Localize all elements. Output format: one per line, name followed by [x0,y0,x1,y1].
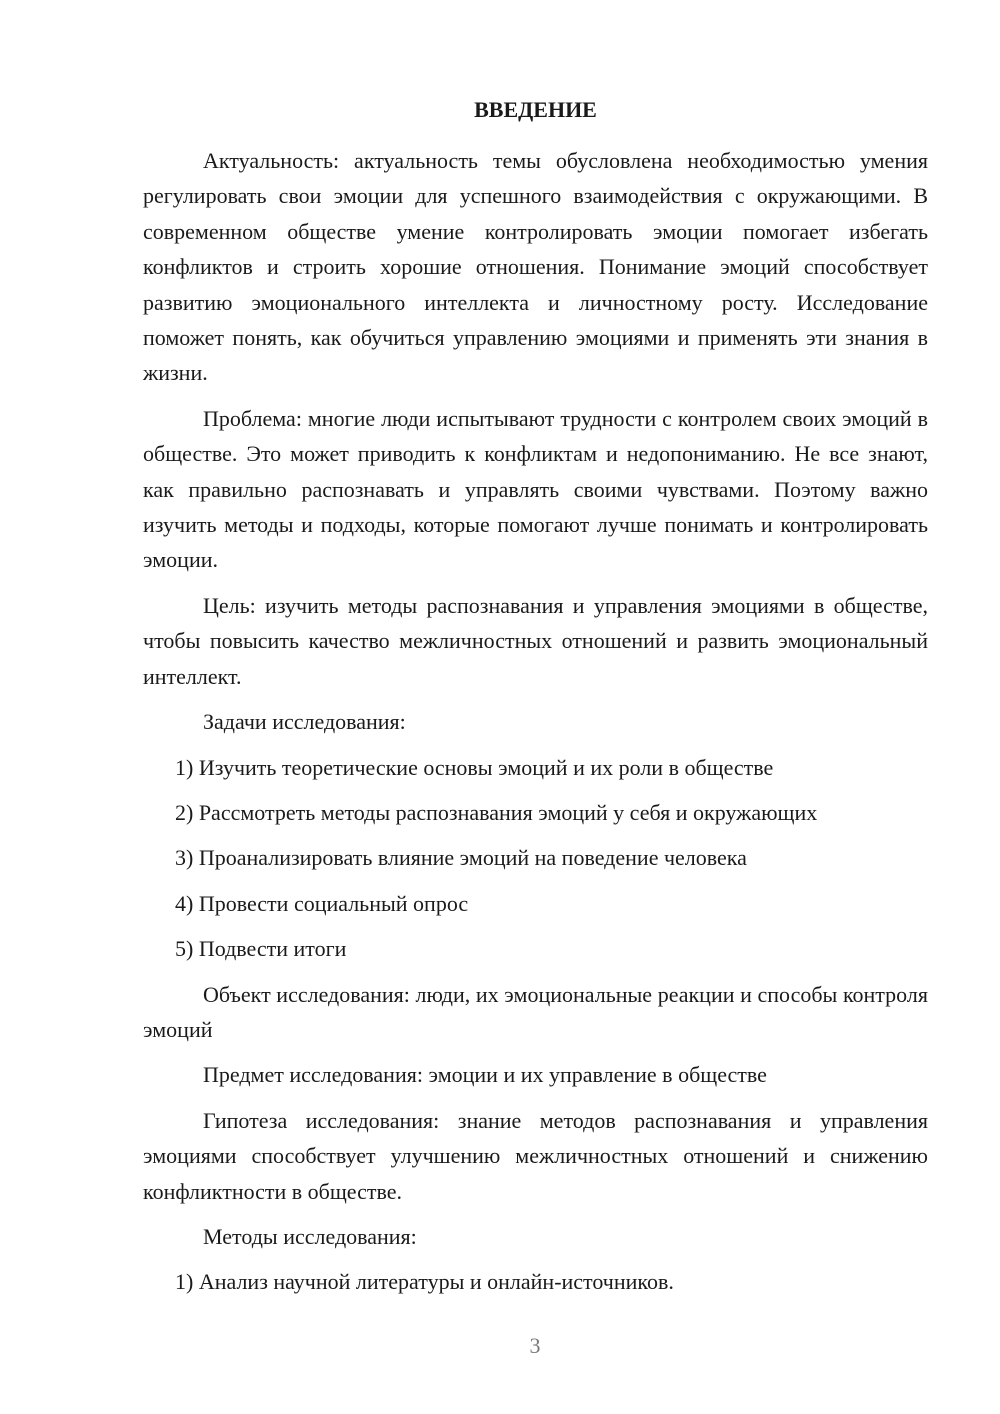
task-item: 2) Рассмотреть методы распознавания эмоций у себя и окружающих [175,799,818,825]
method-item: 1) Анализ научной литературы и онлайн-источников. [175,1269,674,1295]
task-item: 4) Провести социальный опрос [175,890,469,916]
subject-paragraph: Предмет исследования: эмоции и их управление в обществе [203,1062,767,1088]
relevance-paragraph: Актуальность: актуальность темы обусловлена необходимостью умения регулировать свои эмоции для успешного взаимодействия с окружающими. В современном обществе умение контролировать эмоции помогает избегать конфликтов и строить хорошие отношения. Понимание эмоций способствует развитию эмоционального интеллекта и личностному росту. Исследование поможет понять, как обучиться управлению эмоциями и применять эти знания в жизни. [143,148,928,386]
goal-paragraph: Цель: изучить методы распознавания и управления эмоциями в обществе, чтобы повысить качество межличностных отношений и развить эмоциональный интеллект. [143,592,928,689]
page-content [143,92,928,1310]
task-item: 1) Изучить теоретические основы эмоций и их роли в обществе [175,754,774,780]
hypothesis-paragraph: Гипотеза исследования: знание методов распознавания и управления эмоциями способствует улучшению межличностных отношений и снижению конфликтности в обществе. [143,1107,928,1204]
task-item: 3) Проанализировать влияние эмоций на поведение человека [175,845,747,871]
problem-paragraph: Проблема: многие люди испытывают трудности с контролем своих эмоций в обществе. Это может приводить к конфликтам и недопониманию. Не все знают, как правильно распознавать и управлять своими чувствами. Поэтому важно изучить методы и подходы, которые помогают лучше понимать и контролировать эмоции. [143,405,928,573]
object-paragraph: Объект исследования: люди, их эмоциональные реакции и способы контроля эмоций [143,981,928,1042]
tasks-heading: Задачи исследования: [203,709,406,735]
task-item: 5) Подвести итоги [175,936,347,962]
page-number: 3 [529,1333,541,1358]
methods-heading: Методы исследования: [203,1223,417,1249]
section-title: ВВЕДЕНИЕ [474,97,597,122]
